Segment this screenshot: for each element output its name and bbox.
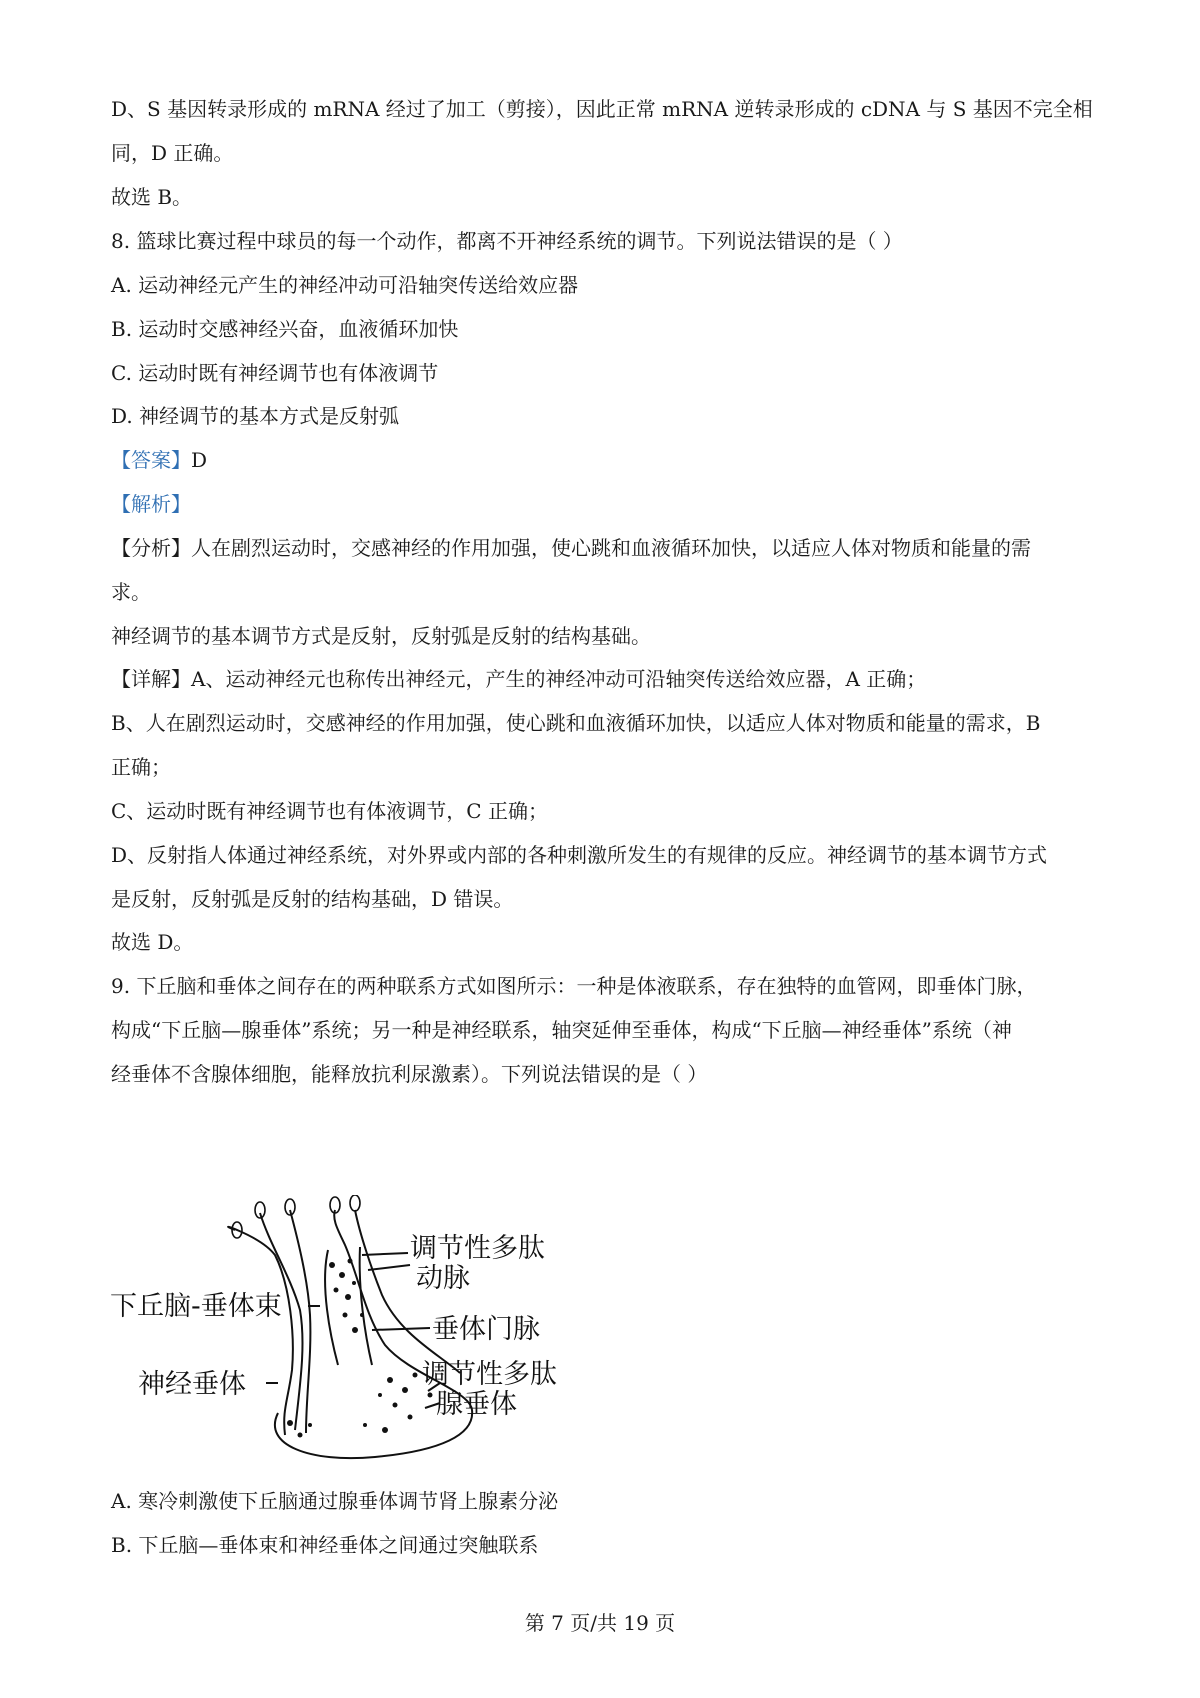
label-adenohypophysis: 腺垂体: [436, 1389, 517, 1420]
option-c: C. 运动时既有神经调节也有体液调节: [111, 361, 439, 385]
q9-option-a: A. 寒冷刺激使下丘脑通过腺垂体调节肾上腺素分泌: [111, 1489, 559, 1513]
answer-tag: 【答案】: [111, 448, 191, 472]
text-line: 故选 D。: [111, 930, 194, 954]
text-line: 经垂体不含腺体细胞，能释放抗利尿激素）。下列说法错误的是（ ）: [111, 1062, 708, 1086]
label-pituitary-portal: 垂体门脉: [432, 1314, 540, 1345]
analysis-tag: 【解析】: [111, 492, 191, 516]
label-artery: 动脉: [416, 1263, 470, 1294]
option-d: D. 神经调节的基本方式是反射弧: [111, 404, 400, 428]
text-line: D、反射指人体通过神经系统，对外界或内部的各种刺激所发生的有规律的反应。神经调节的基本调节方式: [111, 843, 1048, 867]
text-line: D、S 基因转录形成的 mRNA 经过了加工（剪接），因此正常 mRNA 逆转录形成的 cDNA 与 S 基因不完全相: [111, 97, 1093, 121]
option-b: B. 运动时交感神经兴奋，血液循环加快: [111, 317, 459, 341]
text-line: 【详解】A、运动神经元也称传出神经元，产生的神经冲动可沿轴突传送给效应器，A 正确；: [111, 667, 927, 691]
hypothalamus-pituitary-diagram: [110, 1195, 620, 1460]
q9-option-b: B. 下丘脑—垂体束和神经垂体之间通过突触联系: [111, 1533, 539, 1557]
text-line: B、人在剧烈运动时，交感神经的作用加强，使心跳和血液循环加快，以适应人体对物质和能量的需求，B: [111, 711, 1041, 735]
text-line: 求。: [111, 580, 151, 604]
text-line: 【分析】人在剧烈运动时，交感神经的作用加强，使心跳和血液循环加快，以适应人体对物质和能量的需: [111, 536, 1031, 560]
question-9-stem: 9. 下丘脑和垂体之间存在的两种联系方式如图所示：一种是体液联系，存在独特的血管网，即垂体门脉，: [111, 974, 1037, 998]
question-8-stem: 8. 篮球比赛过程中球员的每一个动作，都离不开神经系统的调节。下列说法错误的是（ ）: [111, 229, 903, 253]
text-line: 同，D 正确。: [111, 141, 234, 165]
page-footer: 第 7 页/共 19 页: [524, 1611, 676, 1635]
answer-line: [111, 447, 207, 473]
text-line: 神经调节的基本调节方式是反射，反射弧是反射的结构基础。: [111, 624, 651, 648]
text-line: 是反射，反射弧是反射的结构基础，D 错误。: [111, 887, 514, 911]
answer-value: D: [191, 448, 208, 472]
text-line: C、运动时既有神经调节也有体液调节，C 正确；: [111, 799, 548, 823]
label-hypothalamus-pituitary-tract: 下丘脑-垂体束: [110, 1291, 282, 1322]
label-regulatory-peptide-bottom: 调节性多肽: [422, 1359, 557, 1390]
option-a: A. 运动神经元产生的神经冲动可沿轴突传送给效应器: [111, 273, 579, 297]
label-neurohypophysis: 神经垂体: [138, 1369, 246, 1400]
text-line: 故选 B。: [111, 185, 193, 209]
text-line: 构成“下丘脑—腺垂体”系统；另一种是神经联系，轴突延伸至垂体，构成“下丘脑—神经垂体”系统（神: [111, 1018, 1012, 1042]
label-regulatory-peptide-top: 调节性多肽: [410, 1233, 545, 1264]
text-line: 正确；: [111, 755, 171, 779]
